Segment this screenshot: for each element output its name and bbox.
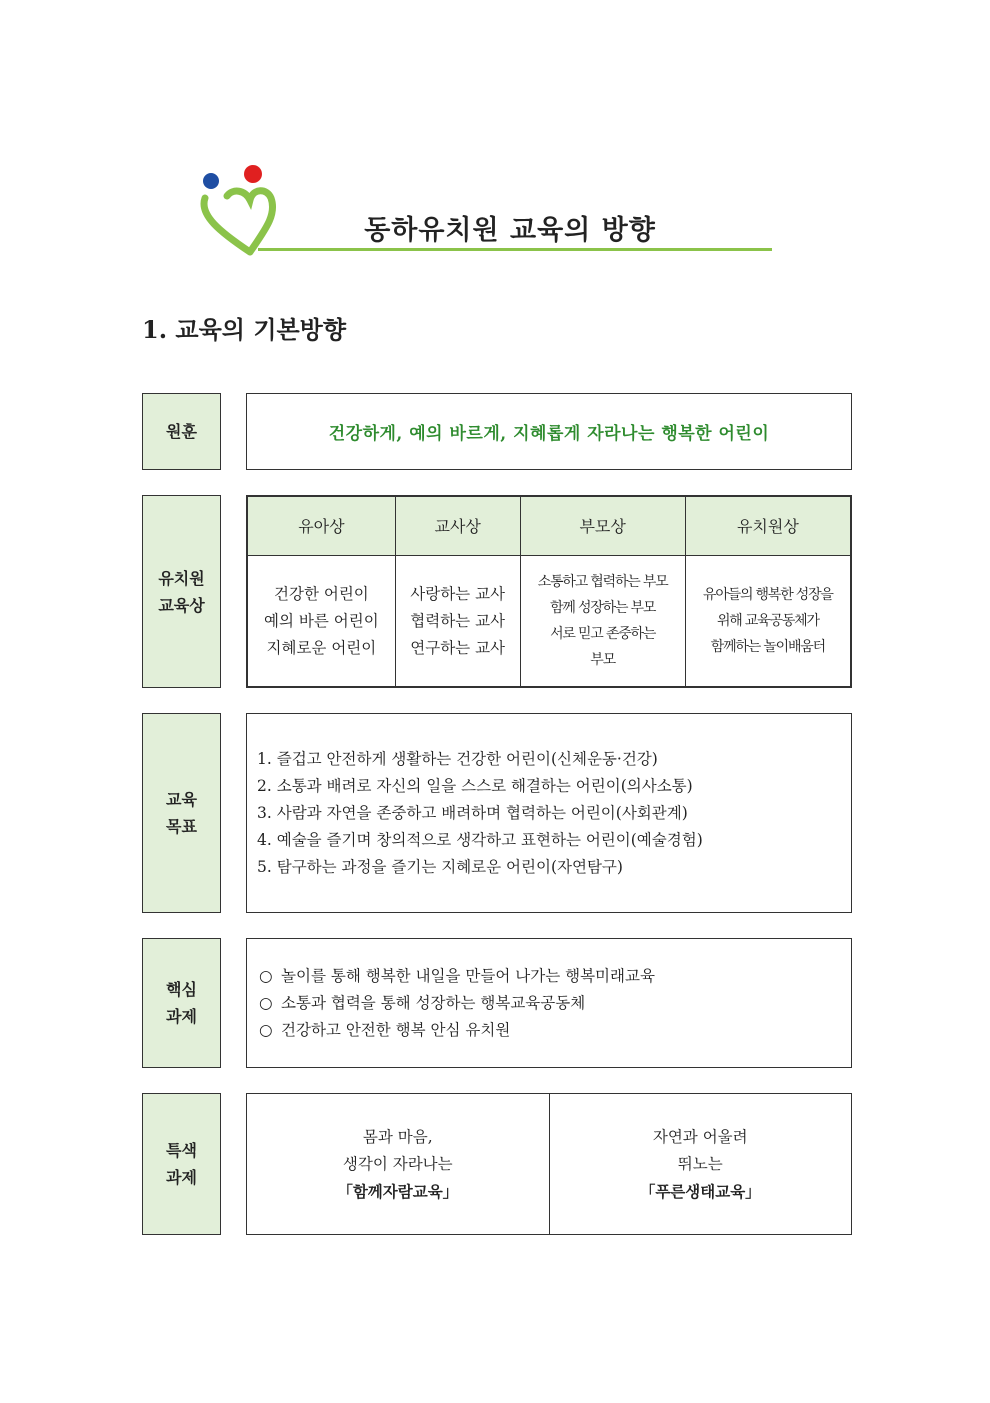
core-box: [246, 938, 852, 1068]
vision-line: 사랑하는 교사: [410, 584, 506, 603]
core-item-text: 건강하고 안전한 행복 안심 유치원: [281, 1021, 511, 1039]
core-item-text: 소통과 협력을 통해 성장하는 행복교육공동체: [281, 994, 586, 1012]
goals-label-line2: 목표: [166, 817, 197, 836]
special-right: [549, 1094, 852, 1234]
goal-item: 2. 소통과 배려로 자신의 일을 스스로 해결하는 어린이(의사소통): [257, 777, 693, 795]
special-right-name: 「푸른생태교육」: [639, 1181, 761, 1201]
special-right-line1: 자연과 어울려: [652, 1127, 748, 1146]
vision-line: 부모: [590, 652, 615, 668]
motto-label-text: 원훈: [166, 422, 197, 441]
special-left-name: 「함께자람교육」: [337, 1181, 459, 1201]
vision-cell-child: [248, 556, 396, 687]
special-columns: [247, 1094, 851, 1234]
vision-line: 협력하는 교사: [410, 611, 506, 630]
goal-item: 3. 사람과 자연을 존중하고 배려하며 협력하는 어린이(사회관계): [257, 804, 688, 822]
vision-line: 위해 교육공동체가: [716, 613, 819, 629]
circle-bullet-icon: ○: [259, 1021, 273, 1039]
section-heading: 1. 교육의 기본방향: [142, 315, 347, 344]
vision-cell-parent: [520, 556, 685, 687]
special-label-line2: 과제: [166, 1168, 197, 1187]
vision-body-row: [248, 556, 851, 687]
core-list: [247, 939, 851, 1044]
vision-line: 유아들의 행복한 성장을: [703, 587, 833, 603]
special-left-line2: 생각이 자라나는: [342, 1154, 453, 1173]
core-item-text: 놀이를 통해 행복한 내일을 만들어 나가는 행복미래교육: [281, 967, 655, 985]
page-title: 동하유치원 교육의 방향: [364, 215, 656, 246]
core-item: [259, 990, 851, 1017]
goals-label: [142, 713, 221, 913]
goal-item: 5. 탐구하는 과정을 즐기는 지혜로운 어린이(자연탐구): [257, 858, 623, 876]
vision-label-line1: 유치원: [158, 568, 205, 588]
vision-line: 서로 믿고 존중하는: [550, 626, 656, 642]
vision-line: 함께 성장하는 부모: [550, 600, 656, 616]
special-label: [142, 1093, 221, 1235]
circle-bullet-icon: ○: [259, 994, 273, 1012]
core-label-line1: 핵심: [166, 980, 197, 999]
vision-table: [247, 496, 851, 687]
circle-bullet-icon: ○: [259, 967, 273, 985]
special-right-line2: 뛰노는: [677, 1154, 723, 1173]
vision-header-teacher: 교사상: [395, 497, 520, 556]
vision-cell-school: [685, 556, 850, 687]
heart-logo-icon: [195, 160, 285, 260]
special-left-line1: 몸과 마음,: [362, 1127, 433, 1146]
vision-line: 함께하는 놀이배움터: [710, 639, 825, 655]
vision-header-row: [248, 497, 851, 556]
core-item: [259, 1017, 851, 1044]
title-underline: [258, 248, 772, 251]
special-left: [247, 1094, 549, 1234]
motto-label: [142, 393, 221, 470]
special-label-line1: 특색: [166, 1141, 197, 1160]
vision-table-box: [246, 495, 852, 688]
vision-cell-teacher: [395, 556, 520, 687]
motto-text: 건강하게, 예의 바르게, 지혜롭게 자라나는 행복한 어린이: [328, 424, 770, 444]
motto-box: [246, 393, 852, 470]
vision-line: 지혜로운 어린이: [266, 638, 377, 657]
vision-header-school: 유치원상: [685, 497, 850, 556]
goals-label-line1: 교육: [166, 790, 197, 809]
goal-item: 1. 즐겁고 안전하게 생활하는 건강한 어린이(신체운동·건강): [257, 750, 658, 768]
vision-line: 예의 바른 어린이: [264, 611, 379, 630]
vision-line: 소통하고 협력하는 부모: [537, 574, 668, 590]
core-label: [142, 938, 221, 1068]
special-box: [246, 1093, 852, 1235]
vision-header-parent: 부모상: [520, 497, 685, 556]
core-item: [259, 963, 851, 990]
goals-list: [247, 714, 851, 881]
goals-box: [246, 713, 852, 913]
vision-label: [142, 495, 221, 688]
vision-header-child: 유아상: [248, 497, 396, 556]
goal-item: 4. 예술을 즐기며 창의적으로 생각하고 표현하는 어린이(예술경험): [257, 831, 703, 849]
vision-label-line2: 교육상: [158, 595, 205, 615]
vision-line: 건강한 어린이: [274, 584, 369, 603]
kindergarten-logo: [195, 160, 285, 260]
vision-line: 연구하는 교사: [410, 638, 506, 657]
core-label-line2: 과제: [166, 1007, 197, 1026]
